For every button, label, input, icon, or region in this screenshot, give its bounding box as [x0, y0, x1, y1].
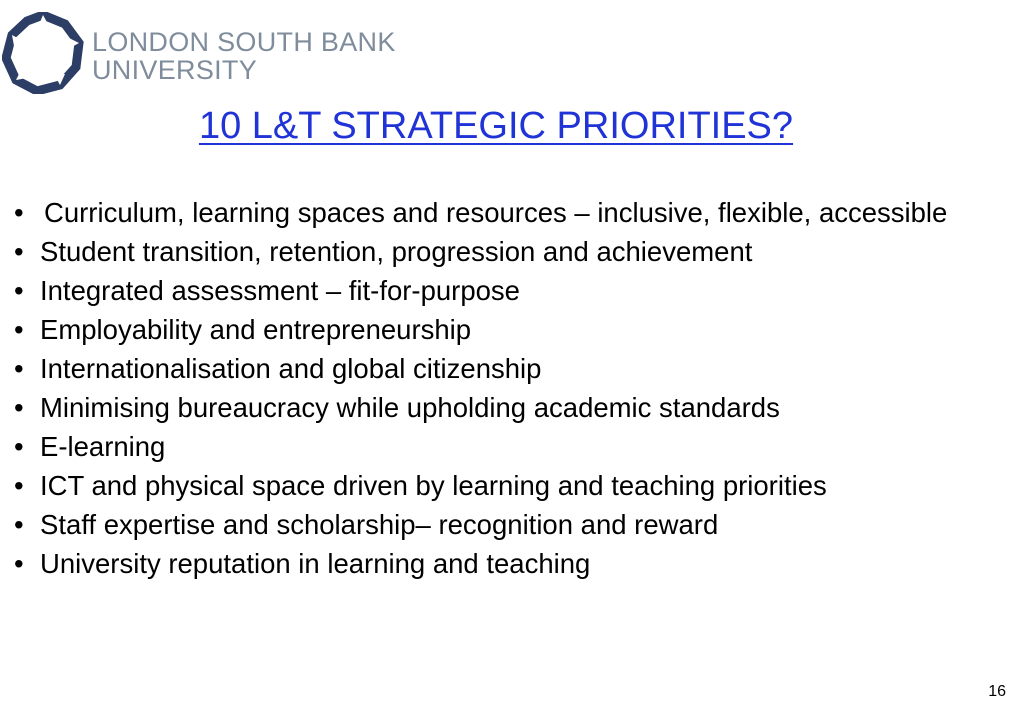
bullet-icon: • [14, 470, 24, 501]
university-logo-mark-icon [2, 12, 84, 94]
university-wordmark [92, 28, 396, 84]
priorities-list [14, 193, 984, 583]
list-item [14, 466, 984, 505]
bullet-icon: • [14, 275, 24, 306]
list-item-text: Minimising bureaucracy while upholding academic standards [40, 392, 780, 423]
bullet-icon: • [14, 392, 24, 423]
list-item [14, 349, 984, 388]
list-item-text: University reputation in learning and teaching [40, 548, 591, 579]
list-item [14, 232, 984, 271]
list-item [14, 544, 984, 583]
list-item [14, 271, 984, 310]
logo-line-2: UNIVERSITY [92, 55, 258, 85]
list-item [14, 310, 984, 349]
bullet-icon: • [14, 236, 24, 267]
list-item-text: Integrated assessment – fit-for-purpose [40, 275, 520, 306]
slide-title: 10 L&T STRATEGIC PRIORITIES? [198, 105, 794, 147]
list-item-text: Internationalisation and global citizenship [40, 353, 542, 384]
list-item [14, 427, 984, 466]
logo-line-1: LONDON SOUTH BANK [92, 27, 396, 57]
list-item [14, 193, 984, 232]
list-item-text: Staff expertise and scholarship– recognition and reward [40, 509, 719, 540]
bullet-icon: • [14, 197, 24, 228]
list-item-text: ICT and physical space driven by learning and teaching priorities [40, 470, 827, 501]
list-item-text: Curriculum, learning spaces and resources – inclusive, flexible, accessible [44, 197, 948, 228]
bullet-icon: • [14, 548, 24, 579]
bullet-icon: • [14, 509, 24, 540]
list-item-text: Student transition, retention, progression and achievement [40, 236, 753, 267]
list-item-text: Employability and entrepreneurship [40, 314, 472, 345]
list-item [14, 388, 984, 427]
page-number: 16 [988, 683, 1006, 700]
university-logo [2, 12, 422, 94]
bullet-icon: • [14, 314, 24, 345]
bullet-icon: • [14, 353, 24, 384]
bullet-icon: • [14, 431, 24, 462]
list-item [14, 505, 984, 544]
list-item-text: E-learning [40, 431, 166, 462]
